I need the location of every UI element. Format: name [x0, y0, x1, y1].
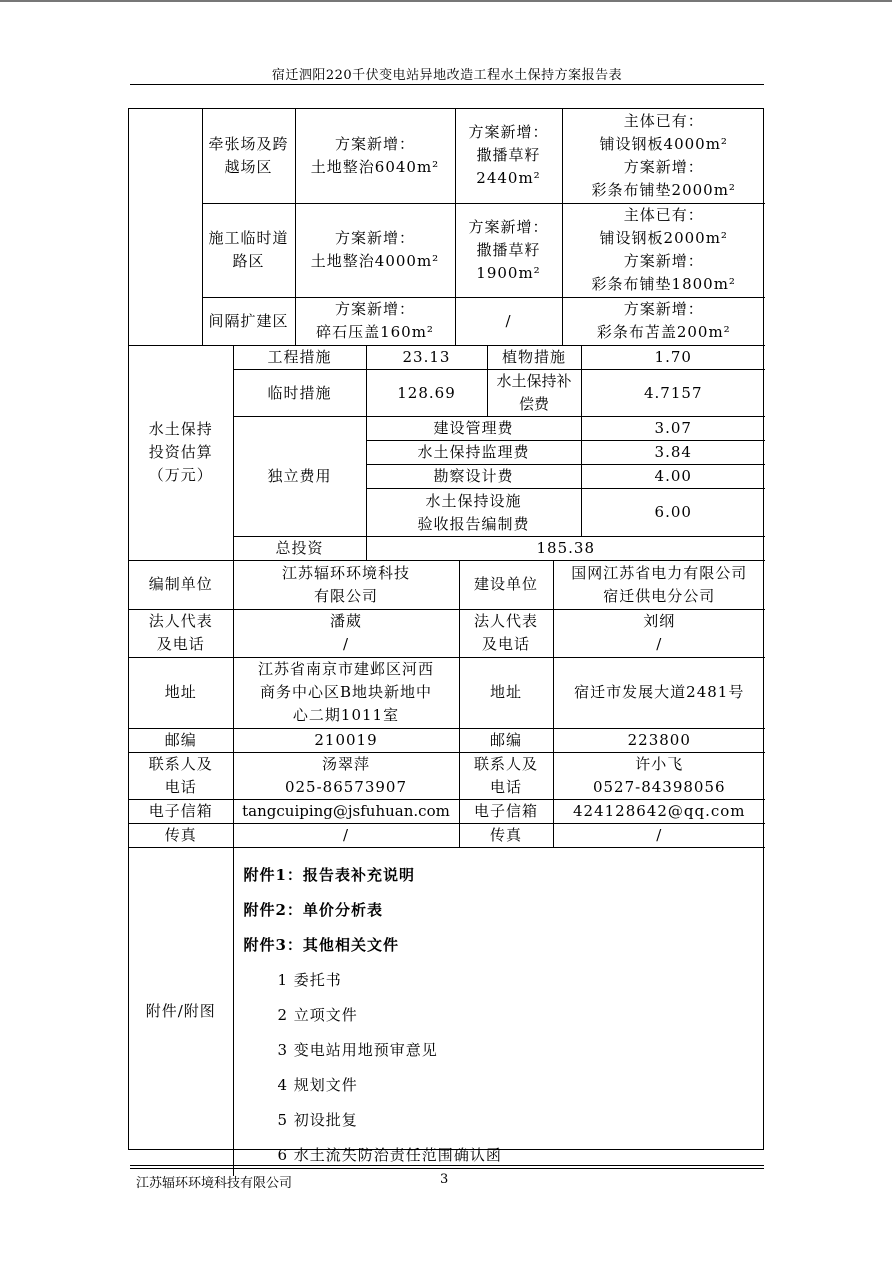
- independent-item-label: 勘察设计费: [366, 465, 581, 489]
- build-unit-value: 国网江苏省电力有限公司 宿迁供电分公司: [553, 561, 765, 609]
- units-row: [129, 823, 765, 847]
- independent-item-label: 水土保持监理费: [366, 441, 581, 465]
- independent-item-label: 水土保持设施 验收报告编制费: [366, 489, 581, 537]
- attachment-item: 6 水土流失防治责任范围确认函: [277, 1145, 502, 1164]
- footer-rule: [130, 1168, 764, 1169]
- build-unit-label: 建设单位: [459, 561, 553, 609]
- measure-row: [129, 203, 765, 297]
- measure-area-name: 牵张场及跨越场区: [202, 109, 295, 203]
- compile-unit-value: 江苏辐环环境科技 有限公司: [233, 561, 459, 609]
- investment-label: 水土保持 投资估算 （万元）: [129, 346, 233, 561]
- independent-item-value: 3.84: [581, 441, 765, 465]
- units-row: [129, 561, 765, 609]
- units-table: [129, 561, 765, 848]
- measure-plant: 方案新增： 撒播草籽 2440m²: [455, 109, 562, 203]
- page-header-title: 宿迁泗阳220千伏变电站异地改造工程水土保持方案报告表: [271, 68, 623, 83]
- zip-right: 223800: [553, 728, 765, 752]
- units-row: [129, 799, 765, 823]
- header-rule: [130, 84, 764, 85]
- contact-left: 汤翠萍 025-86573907: [233, 752, 459, 799]
- compile-unit-label: 编制单位: [129, 561, 233, 609]
- plant-label: 植物措施: [487, 346, 581, 370]
- attachments-table: [129, 848, 765, 1176]
- compensation-value: 4.7157: [581, 370, 765, 417]
- measures-table: [129, 109, 765, 346]
- measure-temporary: 主体已有： 铺设钢板2000m² 方案新增： 彩条布铺垫1800m²: [562, 203, 765, 297]
- attachment-item: 1 委托书: [277, 970, 342, 989]
- attachment-item: 3 变电站用地预审意见: [277, 1040, 438, 1059]
- independent-item-value: 4.00: [581, 465, 765, 489]
- engineering-value: 23.13: [366, 346, 487, 370]
- investment-row: [129, 346, 765, 370]
- contact-label: 联系人及 电话: [129, 752, 233, 799]
- units-row: [129, 752, 765, 799]
- engineering-label: 工程措施: [233, 346, 366, 370]
- measure-row: [129, 109, 765, 203]
- email-label: 电子信箱: [129, 799, 233, 823]
- measure-engineering: 方案新增： 土地整治4000m²: [295, 203, 455, 297]
- top-border: [0, 0, 892, 2]
- units-row: [129, 657, 765, 728]
- fax-label: 传真: [129, 823, 233, 847]
- temporary-label: 临时措施: [233, 370, 366, 417]
- contact-label: 联系人及 电话: [459, 752, 553, 799]
- attachment-heading: 附件2：单价分析表: [243, 900, 383, 919]
- email-right: 424128642@qq.com: [553, 799, 765, 823]
- independent-item-value: 3.07: [581, 417, 765, 441]
- address-label: 地址: [459, 657, 553, 728]
- attachment-heading: 附件3：其他相关文件: [243, 935, 399, 954]
- measure-plant: /: [455, 297, 562, 345]
- measure-plant: 方案新增： 撒播草籽 1900m²: [455, 203, 562, 297]
- legal-rep-left: 潘葳 /: [233, 609, 459, 657]
- total-value: 185.38: [366, 537, 765, 561]
- measure-temporary: 方案新增： 彩条布苫盖200m²: [562, 297, 765, 345]
- compensation-label: 水土保持补偿费: [487, 370, 581, 417]
- attachments-row: [129, 848, 765, 1176]
- measure-engineering: 方案新增： 土地整治6040m²: [295, 109, 455, 203]
- legal-rep-label: 法人代表 及电话: [129, 609, 233, 657]
- address-left: 江苏省南京市建邺区河西 商务中心区B地块新地中 心二期1011室: [233, 657, 459, 728]
- measure-temporary: 主体已有： 铺设钢板4000m² 方案新增： 彩条布铺垫2000m²: [562, 109, 765, 203]
- investment-table: [129, 346, 765, 562]
- plant-value: 1.70: [581, 346, 765, 370]
- independent-label: 独立费用: [233, 417, 366, 537]
- address-label: 地址: [129, 657, 233, 728]
- zip-label: 邮编: [459, 728, 553, 752]
- zip-left: 210019: [233, 728, 459, 752]
- measures-blank-cell: [129, 109, 202, 345]
- footer-rule: [130, 1165, 764, 1166]
- contact-right: 许小飞 0527-84398056: [553, 752, 765, 799]
- attachments-list: [233, 848, 765, 1176]
- email-label: 电子信箱: [459, 799, 553, 823]
- measure-area-name: 间隔扩建区: [202, 297, 295, 345]
- attachment-item: 2 立项文件: [277, 1005, 358, 1024]
- total-label: 总投资: [233, 537, 366, 561]
- measure-area-name: 施工临时道路区: [202, 203, 295, 297]
- units-row: [129, 609, 765, 657]
- page-number: 3: [440, 1172, 449, 1187]
- independent-item-label: 建设管理费: [366, 417, 581, 441]
- independent-item-value: 6.00: [581, 489, 765, 537]
- attachment-heading: 附件1：报告表补充说明: [243, 865, 415, 884]
- temporary-value: 128.69: [366, 370, 487, 417]
- address-right: 宿迁市发展大道2481号: [553, 657, 765, 728]
- fax-left: /: [233, 823, 459, 847]
- measure-row: [129, 297, 765, 345]
- report-table-frame: [128, 108, 764, 1164]
- attachments-label: 附件/附图: [129, 848, 233, 1176]
- fax-right: /: [553, 823, 765, 847]
- fax-label: 传真: [459, 823, 553, 847]
- email-left: tangcuiping@jsfuhuan.com: [233, 799, 459, 823]
- attachment-item: 4 规划文件: [277, 1075, 358, 1094]
- footer-company: 江苏辐环环境科技有限公司: [136, 1176, 293, 1191]
- legal-rep-label: 法人代表 及电话: [459, 609, 553, 657]
- measure-engineering: 方案新增： 碎石压盖160m²: [295, 297, 455, 345]
- units-row: [129, 728, 765, 752]
- attachment-item: 5 初设批复: [277, 1110, 358, 1129]
- legal-rep-right: 刘纲 /: [553, 609, 765, 657]
- zip-label: 邮编: [129, 728, 233, 752]
